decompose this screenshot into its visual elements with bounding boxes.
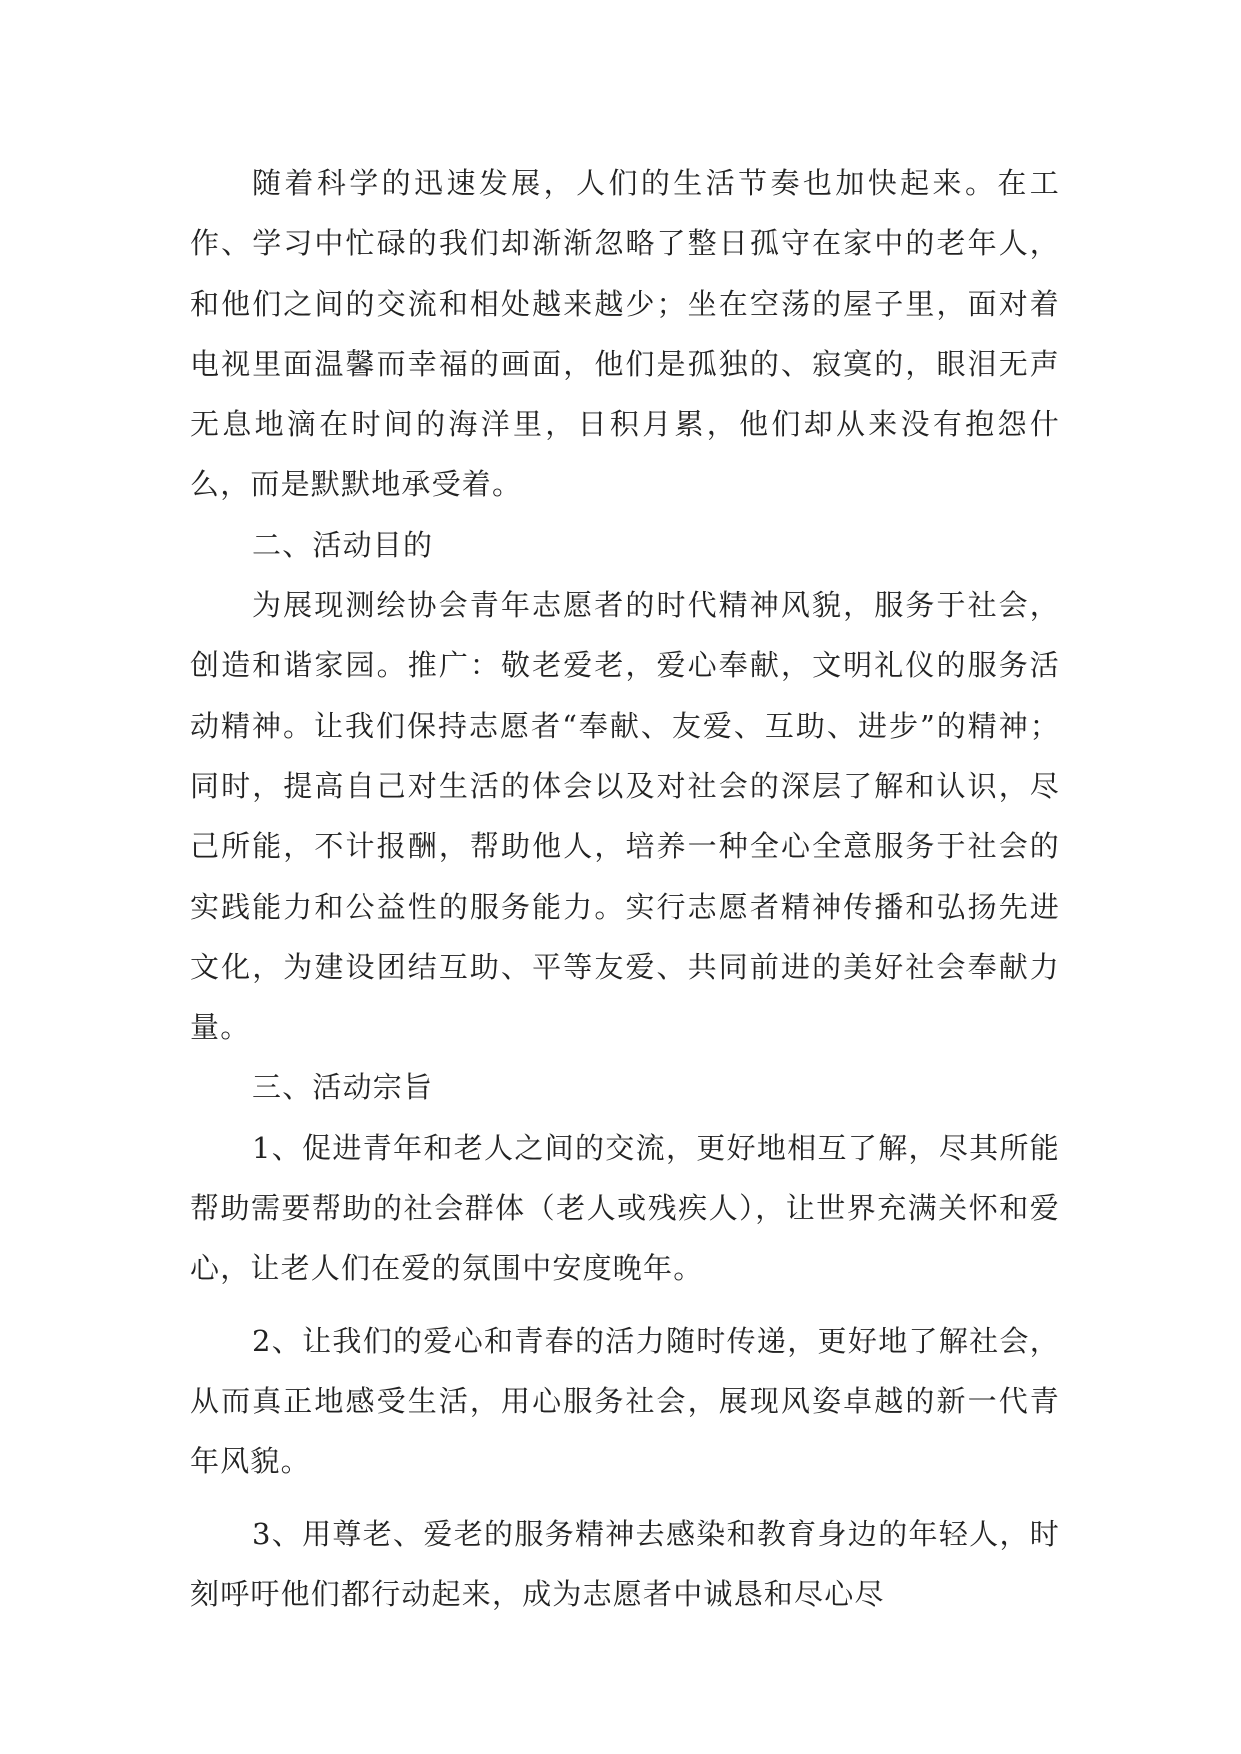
paragraph-spacer [190,1299,1060,1311]
document-body [190,153,1060,1624]
section-heading-activity-purpose: 二、活动目的 [252,527,434,562]
paragraph-activity-purpose: 为展现测绘协会青年志愿者的时代精神风貌，服务于社会，创造和谐家园。推广：敬老爱老，爱心奉献，文明礼仪的服务活动精神。让我们保持志愿者“奉献、友爱、互助、进步”的精神；同时，提高自己对生活的体会以及对社会的深层了解和认识，尽己所能，不计报酬，帮助他人，培养一种全心全意服务于社会的实践能力和公益性的服务能力。实行志愿者精神传播和弘扬先进文化，为建设团结互助、平等友爱、共同前进的美好社会奉献力量。 [190,588,1060,1045]
paragraph-background: 随着科学的迅速发展，人们的生活节奏也加快起来。在工作、学习中忙碌的我们却渐渐忽略了整日孤守在家中的老年人，和他们之间的交流和相处越来越少；坐在空荡的屋子里，面对着电视里面温馨而幸福的画面，他们是孤独的、寂寞的，眼泪无声无息地滴在时间的海洋里，日积月累，他们却从来没有抱怨什么，而是默默地承受着。 [190,166,1060,502]
paragraph-tenet-1: 1、促进青年和老人之间的交流，更好地相互了解，尽其所能帮助需要帮助的社会群体（老人或残疾人），让世界充满关怀和爱心，让老人们在爱的氛围中安度晚年。 [190,1130,1060,1286]
paragraph-tenet-3: 3、用尊老、爱老的服务精神去感染和教育身边的年轻人，时刻呼吁他们都行动起来，成为志愿者中诚恳和尽心尽 [190,1516,1060,1611]
paragraph-tenet-2: 2、让我们的爱心和青春的活力随时传递，更好地了解社会，从而真正地感受生活，用心服务社会，展现风姿卓越的新一代青年风貌。 [190,1323,1060,1479]
paragraph-spacer [190,1492,1060,1504]
section-heading-activity-tenet: 三、活动宗旨 [252,1070,434,1105]
